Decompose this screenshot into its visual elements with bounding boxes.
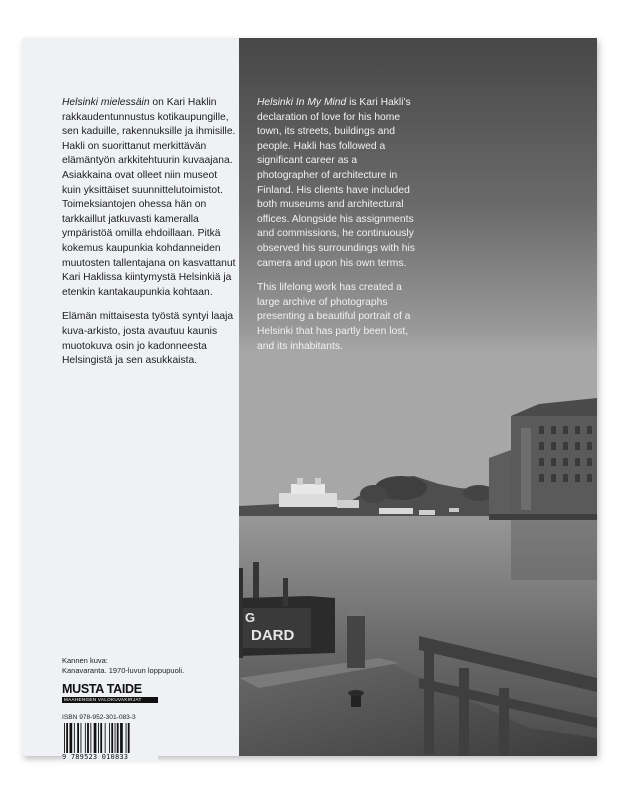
book-back-cover — [22, 38, 597, 761]
finnish-paragraph-1 — [62, 96, 237, 300]
english-paragraph-1-text: is Kari Hakli's declaration of love for his home town, its streets, buildings and people. Hakli has followed a significant career as a photographer of architecture in Finland. His clients have included both museums and architectural offices. Alongside his assignments and commissions, he continuously observed his surroundings with his camera and upon his own terms. — [257, 97, 415, 269]
finnish-description — [62, 96, 237, 379]
barcode-number: 9 789523 010833 — [62, 753, 158, 761]
publisher-name: MUSTA TAIDE — [62, 682, 142, 696]
boat-sign-text: DARD — [251, 627, 295, 644]
finnish-paragraph-1-text: on Kari Haklin rakkaudentunnustus kotikaupungille, sen kaduille, rakennuksille ja ihmisille. Hakli on suorittanut merkittävän elämäntyön arkkitehtuurin kuvaajana. Asiakkaina ovat olleet niin museot kuin yksittäiset suunnittelutoimistot. Toimeksiantojen ohessa hän on tarkkaillut jatkuvasti kameralla ympäristöä omilla ehdoillaan. Pitkä kokemus kaupunkia kohdanneiden muutosten tallentajana on kasvattanut Kari Haklissa kiintymystä Helsinkiä ja etenkin kantakaupunkia kohtaan. — [62, 97, 236, 298]
english-book-title: Helsinki In My Mind — [257, 97, 347, 108]
caption-label: Kannen kuva: — [62, 656, 108, 665]
finnish-paragraph-2: Elämän mittaisesta työstä syntyi laaja kuva-arkisto, josta avautuu kaunis muotokuva osin jo kadonneesta Helsingistä ja sen asukkaista. — [62, 311, 234, 367]
finnish-book-title: Helsinki mielessäin — [62, 97, 150, 108]
english-description — [257, 96, 417, 364]
english-paragraph-2: This lifelong work has created a large archive of photographs presenting a beautiful portrait of a Helsinki that has partly been lost, and its inhabitants. — [257, 282, 411, 352]
cover-photo-caption — [62, 656, 222, 676]
caption-text: Kanavaranta. 1970-luvun loppupuoli. — [62, 666, 185, 675]
english-paragraph-1 — [257, 96, 417, 271]
publisher-tagline: MAAHENGEN VALOKUVAKIRJAT — [62, 697, 158, 703]
publisher-logo — [62, 683, 158, 703]
boat-sign-text-top: G — [245, 610, 256, 625]
isbn-text: ISBN 978-952-301-083-3 — [62, 714, 136, 721]
